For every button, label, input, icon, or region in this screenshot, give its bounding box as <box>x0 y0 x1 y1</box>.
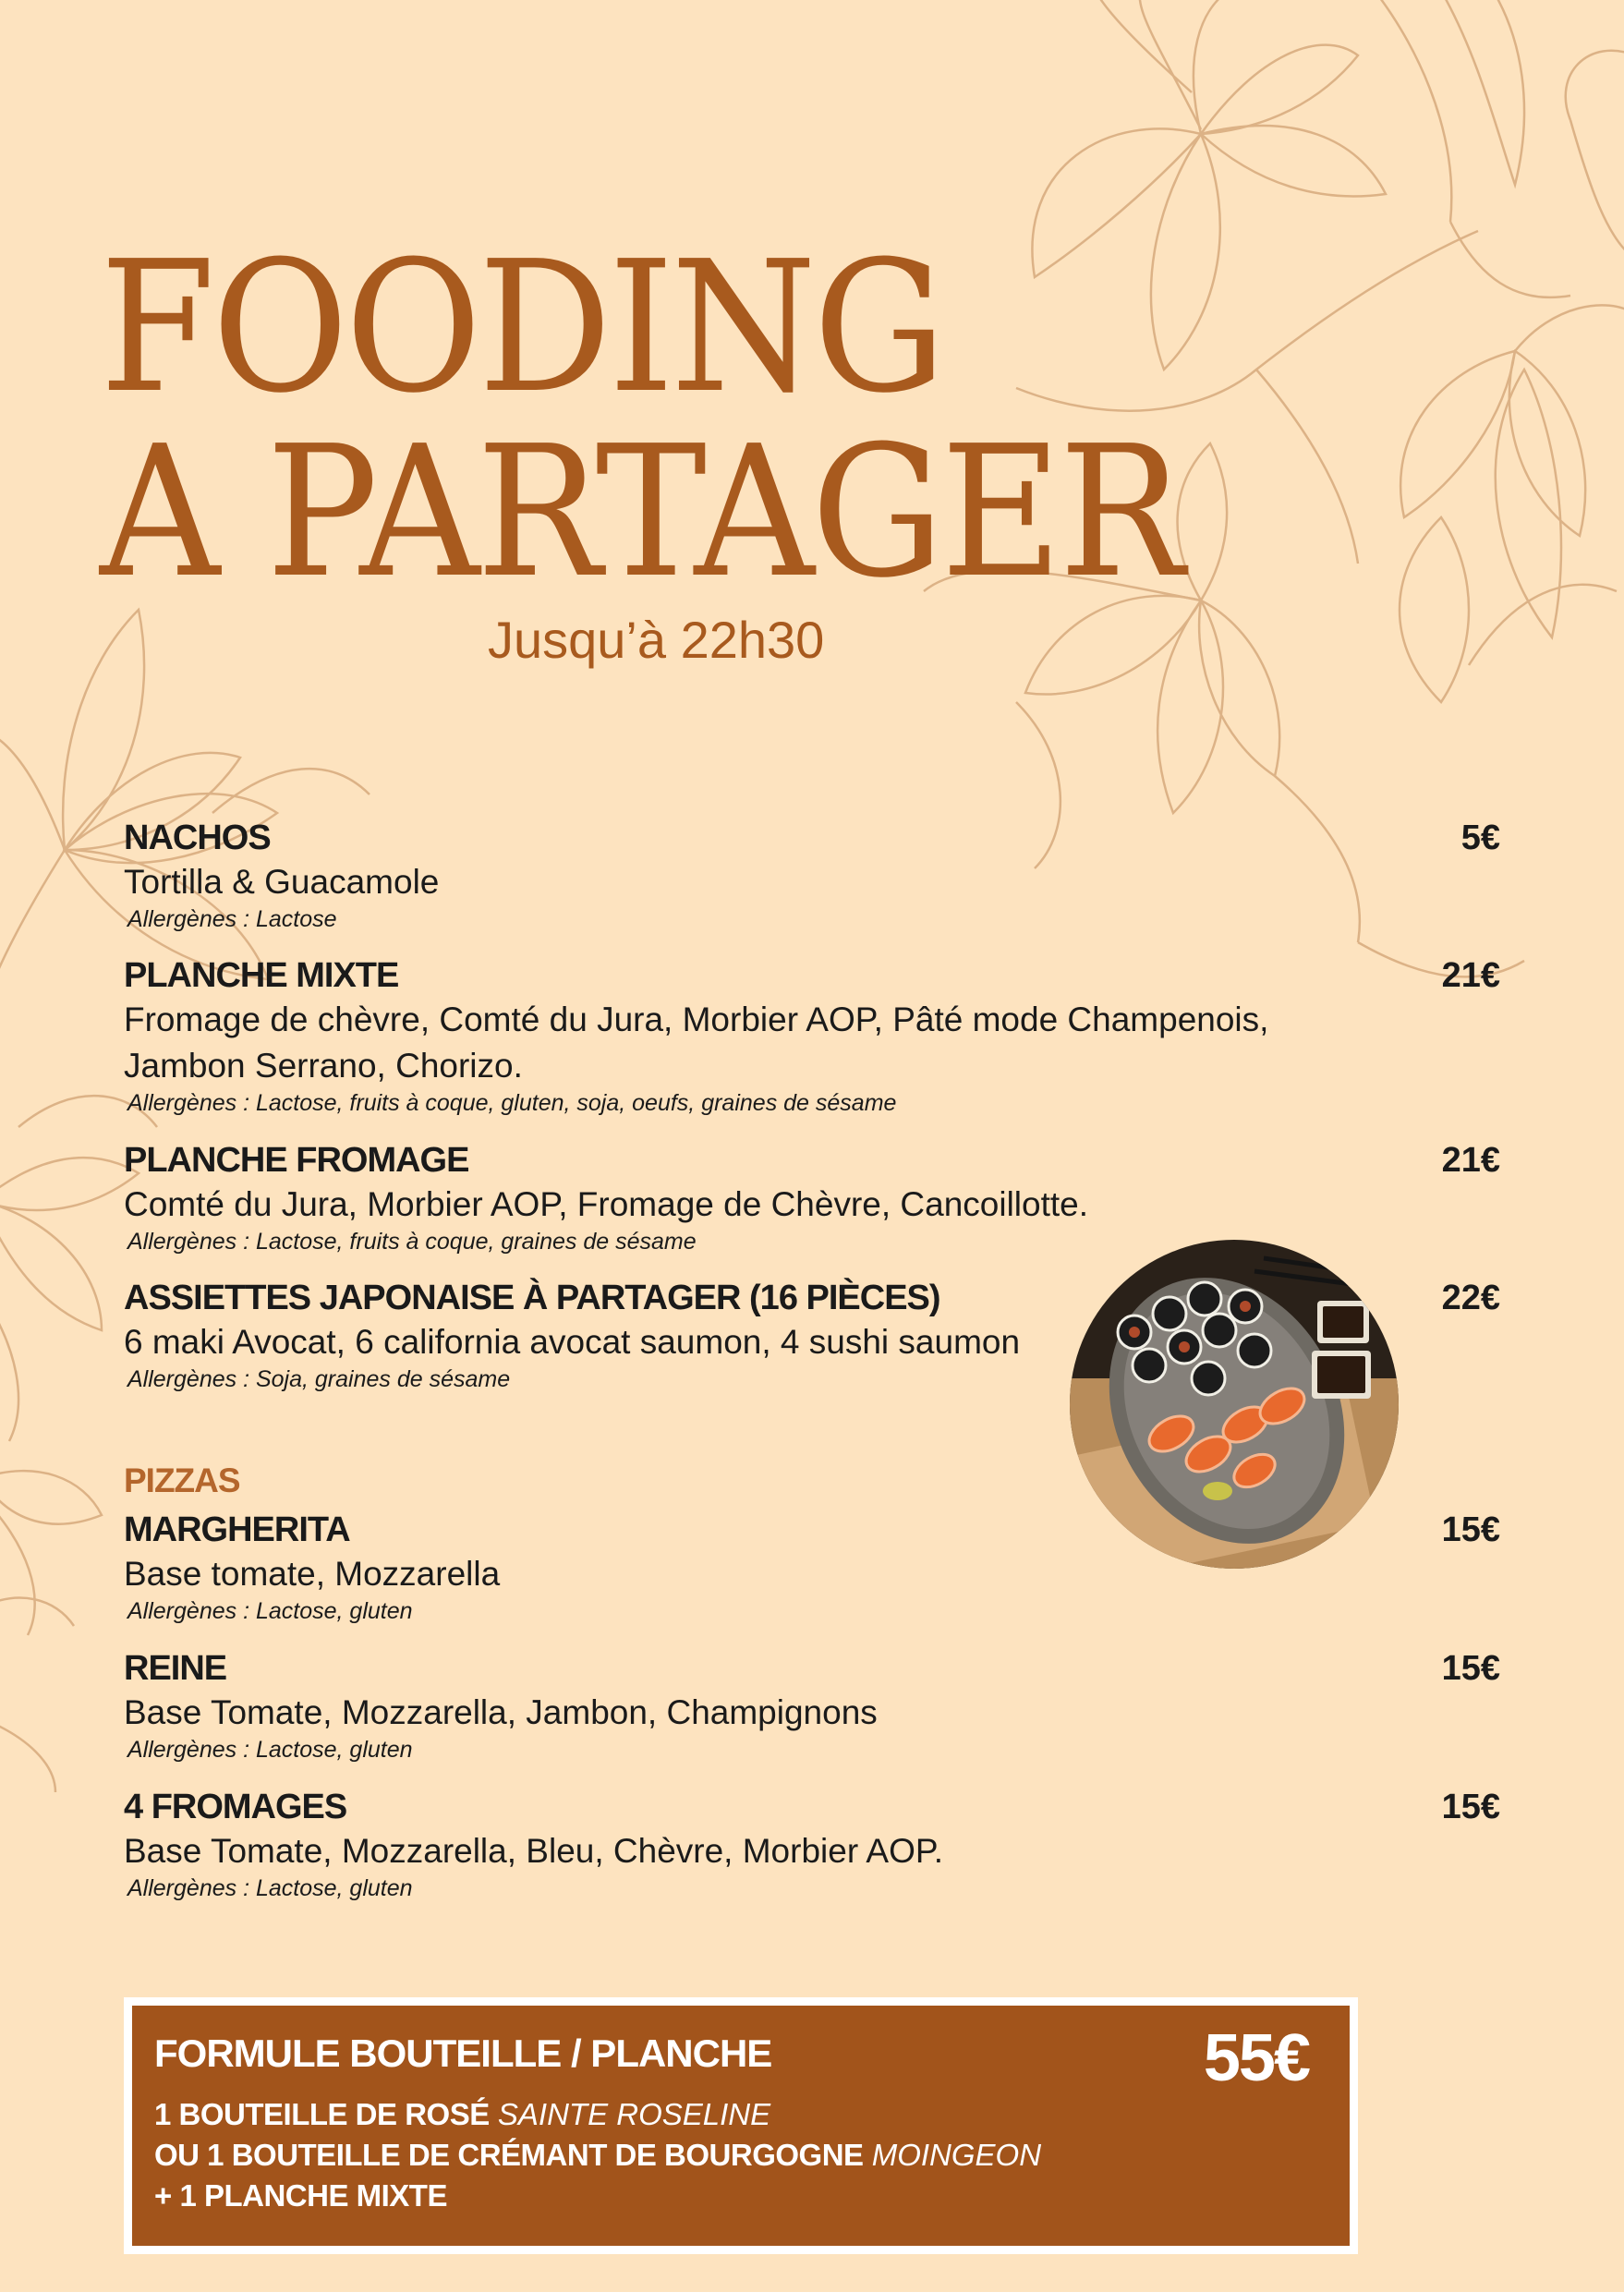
menu-item-margherita <box>124 1509 1500 1625</box>
formula-line-2-bold: OU 1 BOUTEILLE DE CRÉMANT DE BOURGOGNE <box>154 2138 864 2172</box>
item-allergens: Allergènes : Lactose, gluten <box>127 1598 413 1624</box>
formula-title: FORMULE BOUTEILLE / PLANCHE <box>154 2031 772 2075</box>
item-name: NACHOS <box>124 819 271 857</box>
item-allergens: Allergènes : Lactose, fruits à coque, graines de sésame <box>127 1229 697 1255</box>
item-price: 21€ <box>1441 1141 1500 1180</box>
item-allergens: Allergènes : Lactose, gluten <box>127 1875 413 1901</box>
item-description: Comté du Jura, Morbier AOP, Fromage de Chèvre, Cancoillotte. <box>124 1185 1089 1223</box>
item-description: Tortilla & Guacamole <box>124 863 440 901</box>
item-description: Fromage de chèvre, Comté du Jura, Morbier AOP, Pâté mode Champenois, Jambon Serrano, Chorizo. <box>124 1000 1269 1085</box>
item-description: 6 maki Avocat, 6 california avocat saumon, 4 sushi saumon <box>124 1323 1021 1361</box>
formula-box <box>124 1997 1358 2254</box>
formula-line-1-bold: 1 BOUTEILLE DE ROSÉ <box>154 2097 490 2131</box>
item-price: 15€ <box>1441 1510 1500 1549</box>
item-description: Base Tomate, Mozzarella, Bleu, Chèvre, Morbier AOP. <box>124 1832 944 1870</box>
service-hours: Jusqu’à 22h30 <box>488 611 825 669</box>
item-name: PLANCHE FROMAGE <box>124 1141 469 1180</box>
item-description: Base Tomate, Mozzarella, Jambon, Champignons <box>124 1693 878 1731</box>
menu-item-planche-fromage <box>124 1139 1500 1255</box>
formula-line-3 <box>154 2176 1041 2216</box>
item-price: 15€ <box>1441 1649 1500 1688</box>
item-allergens: Allergènes : Lactose, gluten <box>127 1737 413 1763</box>
title-line-2: A PARTAGER <box>100 407 1182 618</box>
formula-price: 55€ <box>1203 2021 1309 2095</box>
formula-line-2-italic: MOINGEON <box>871 2138 1042 2172</box>
item-name: MARGHERITA <box>124 1510 350 1549</box>
item-name: 4 FROMAGES <box>124 1788 347 1826</box>
menu-item-reine <box>124 1647 1500 1764</box>
item-allergens: Allergènes : Lactose <box>127 906 337 932</box>
title-line-1: FOODING <box>100 223 943 433</box>
section-title-pizzas: PIZZAS <box>124 1461 240 1499</box>
item-description: Base tomate, Mozzarella <box>124 1555 501 1593</box>
menu-item-nachos <box>124 817 1500 933</box>
menu-item-4-fromages <box>124 1786 1500 1902</box>
menu-item-planche-mixte <box>124 954 1500 1117</box>
formula-line-3-bold: + 1 PLANCHE MIXTE <box>154 2178 447 2213</box>
item-name: REINE <box>124 1649 227 1688</box>
formula-line-1 <box>154 2094 1041 2135</box>
formula-line-1-italic: SAINTE ROSELINE <box>497 2097 771 2131</box>
item-price: 15€ <box>1441 1788 1500 1826</box>
item-price: 5€ <box>1460 819 1500 857</box>
formula-details <box>154 2094 1041 2216</box>
item-name: PLANCHE MIXTE <box>124 956 399 995</box>
formula-line-2 <box>154 2135 1041 2176</box>
item-allergens: Allergènes : Lactose, fruits à coque, gluten, soja, oeufs, graines de sésame <box>127 1090 897 1116</box>
item-allergens: Allergènes : Soja, graines de sésame <box>127 1366 511 1392</box>
item-price: 22€ <box>1441 1279 1500 1317</box>
page-title <box>100 223 1182 618</box>
item-price: 21€ <box>1441 956 1500 995</box>
item-name: ASSIETTES JAPONAISE À PARTAGER (16 PIÈCES) <box>124 1279 940 1317</box>
